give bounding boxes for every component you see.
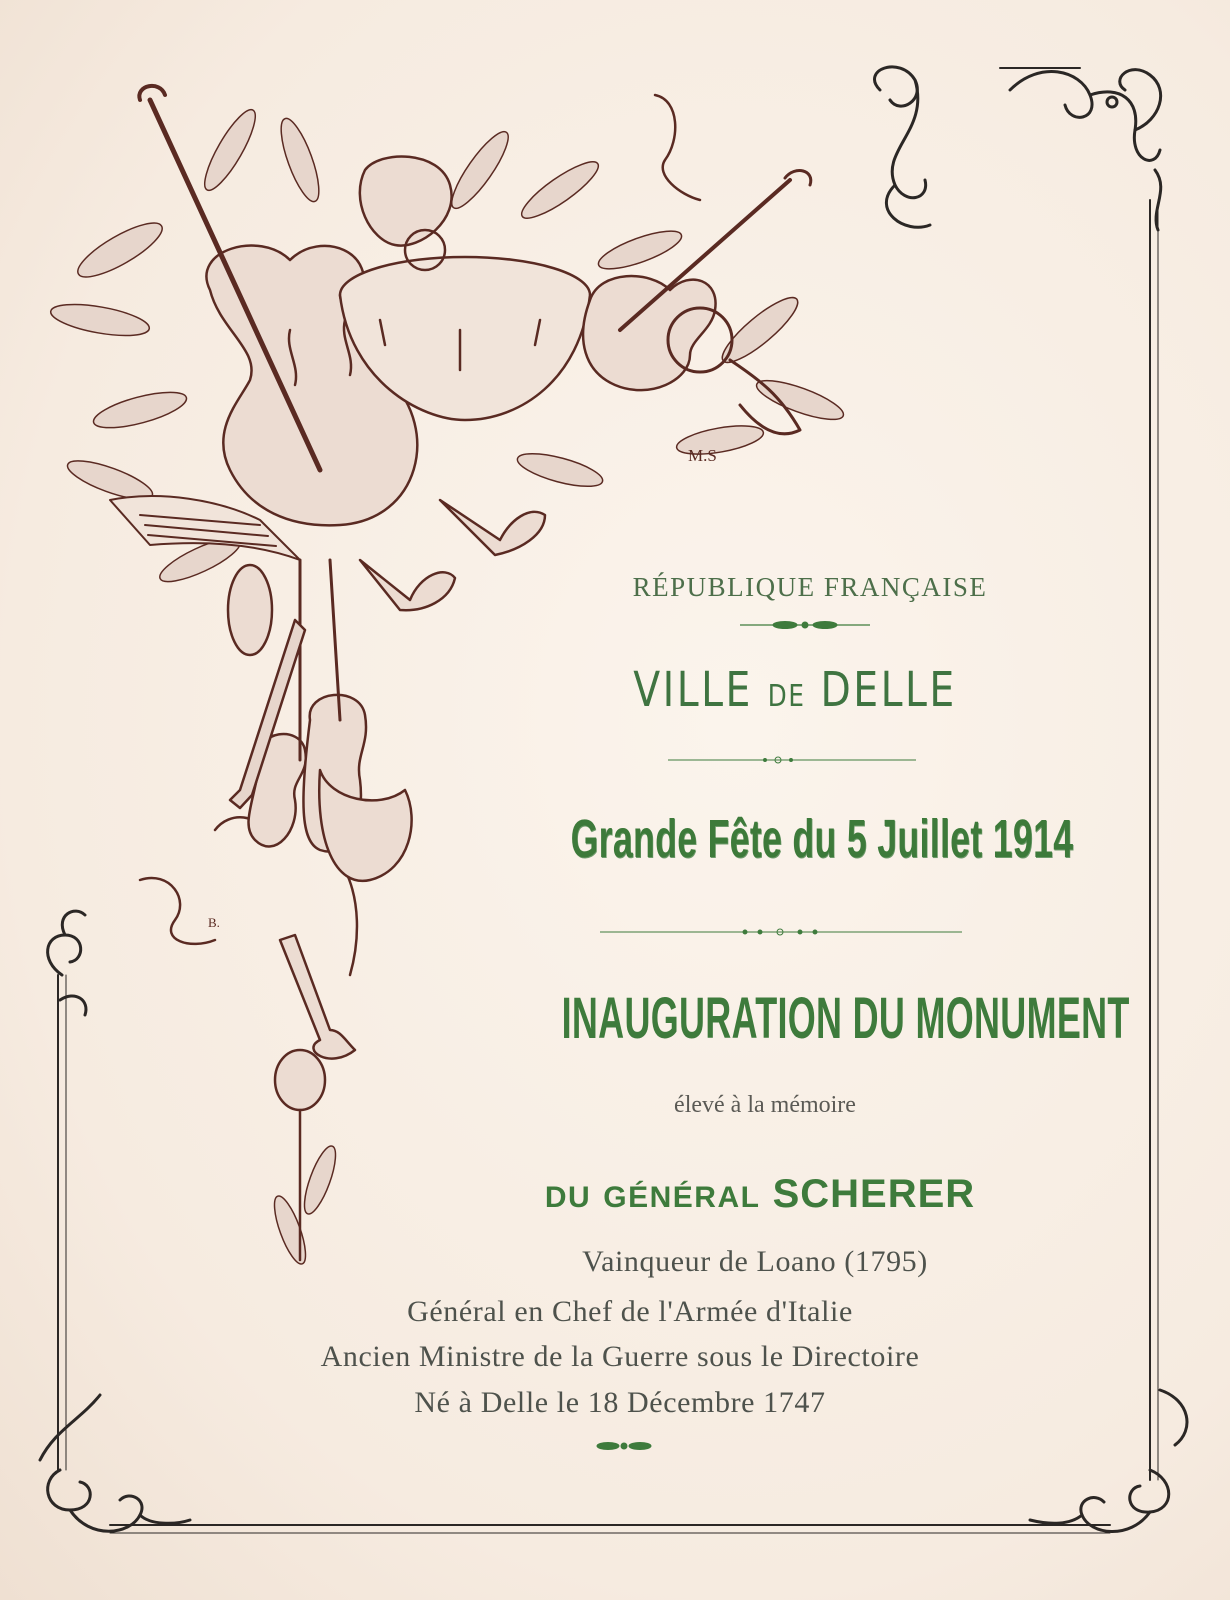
inauguration-heading: INAUGURATION DU MONUMENT — [561, 986, 1130, 1051]
honoree-du: DU — [544, 1181, 592, 1214]
separator-leaf-1 — [740, 622, 870, 629]
honoree-line-minister: Ancien Ministre de la Guerre sous le Directoire — [320, 1340, 920, 1373]
violin-drawing — [583, 171, 811, 391]
separator-leaf-4 — [597, 1443, 651, 1450]
honoree-line-victory: Vainqueur de Loano (1795) — [582, 1245, 928, 1278]
event-title: Grande Fête du 5 Juillet 1914 — [570, 809, 1074, 869]
bottom-left-corner-ornament — [40, 1395, 190, 1531]
city-heading — [594, 662, 996, 718]
separator-dots-3 — [600, 929, 962, 935]
honoree-heading — [420, 1172, 1100, 1217]
horn-drawing — [360, 156, 452, 270]
honoree-rank: GÉNÉRAL — [603, 1181, 761, 1214]
left-corner-ornament — [48, 911, 86, 1015]
honoree-line-command: Général en Chef de l'Armée d'Italie — [407, 1295, 853, 1328]
separator-dots-2 — [668, 757, 916, 763]
republic-heading: RÉPUBLIQUE FRANÇAISE — [632, 572, 988, 602]
honoree-line-birth: Né à Delle le 18 Décembre 1747 — [414, 1386, 826, 1419]
trumpet-drawing — [360, 500, 545, 610]
city-de: DE — [767, 679, 806, 714]
top-right-corner-ornament — [875, 67, 1161, 230]
memorial-subtitle: élevé à la mémoire — [674, 1092, 856, 1118]
city-name: DELLE — [820, 662, 957, 718]
illustrator-signature: M.S — [688, 446, 717, 465]
bottom-right-corner-ornament — [1030, 1390, 1187, 1532]
city-prefix: VILLE — [633, 662, 753, 718]
engraver-monogram: B. — [208, 915, 220, 930]
honoree-name: SCHERER — [772, 1172, 976, 1216]
tambourine-drawing — [228, 565, 272, 655]
